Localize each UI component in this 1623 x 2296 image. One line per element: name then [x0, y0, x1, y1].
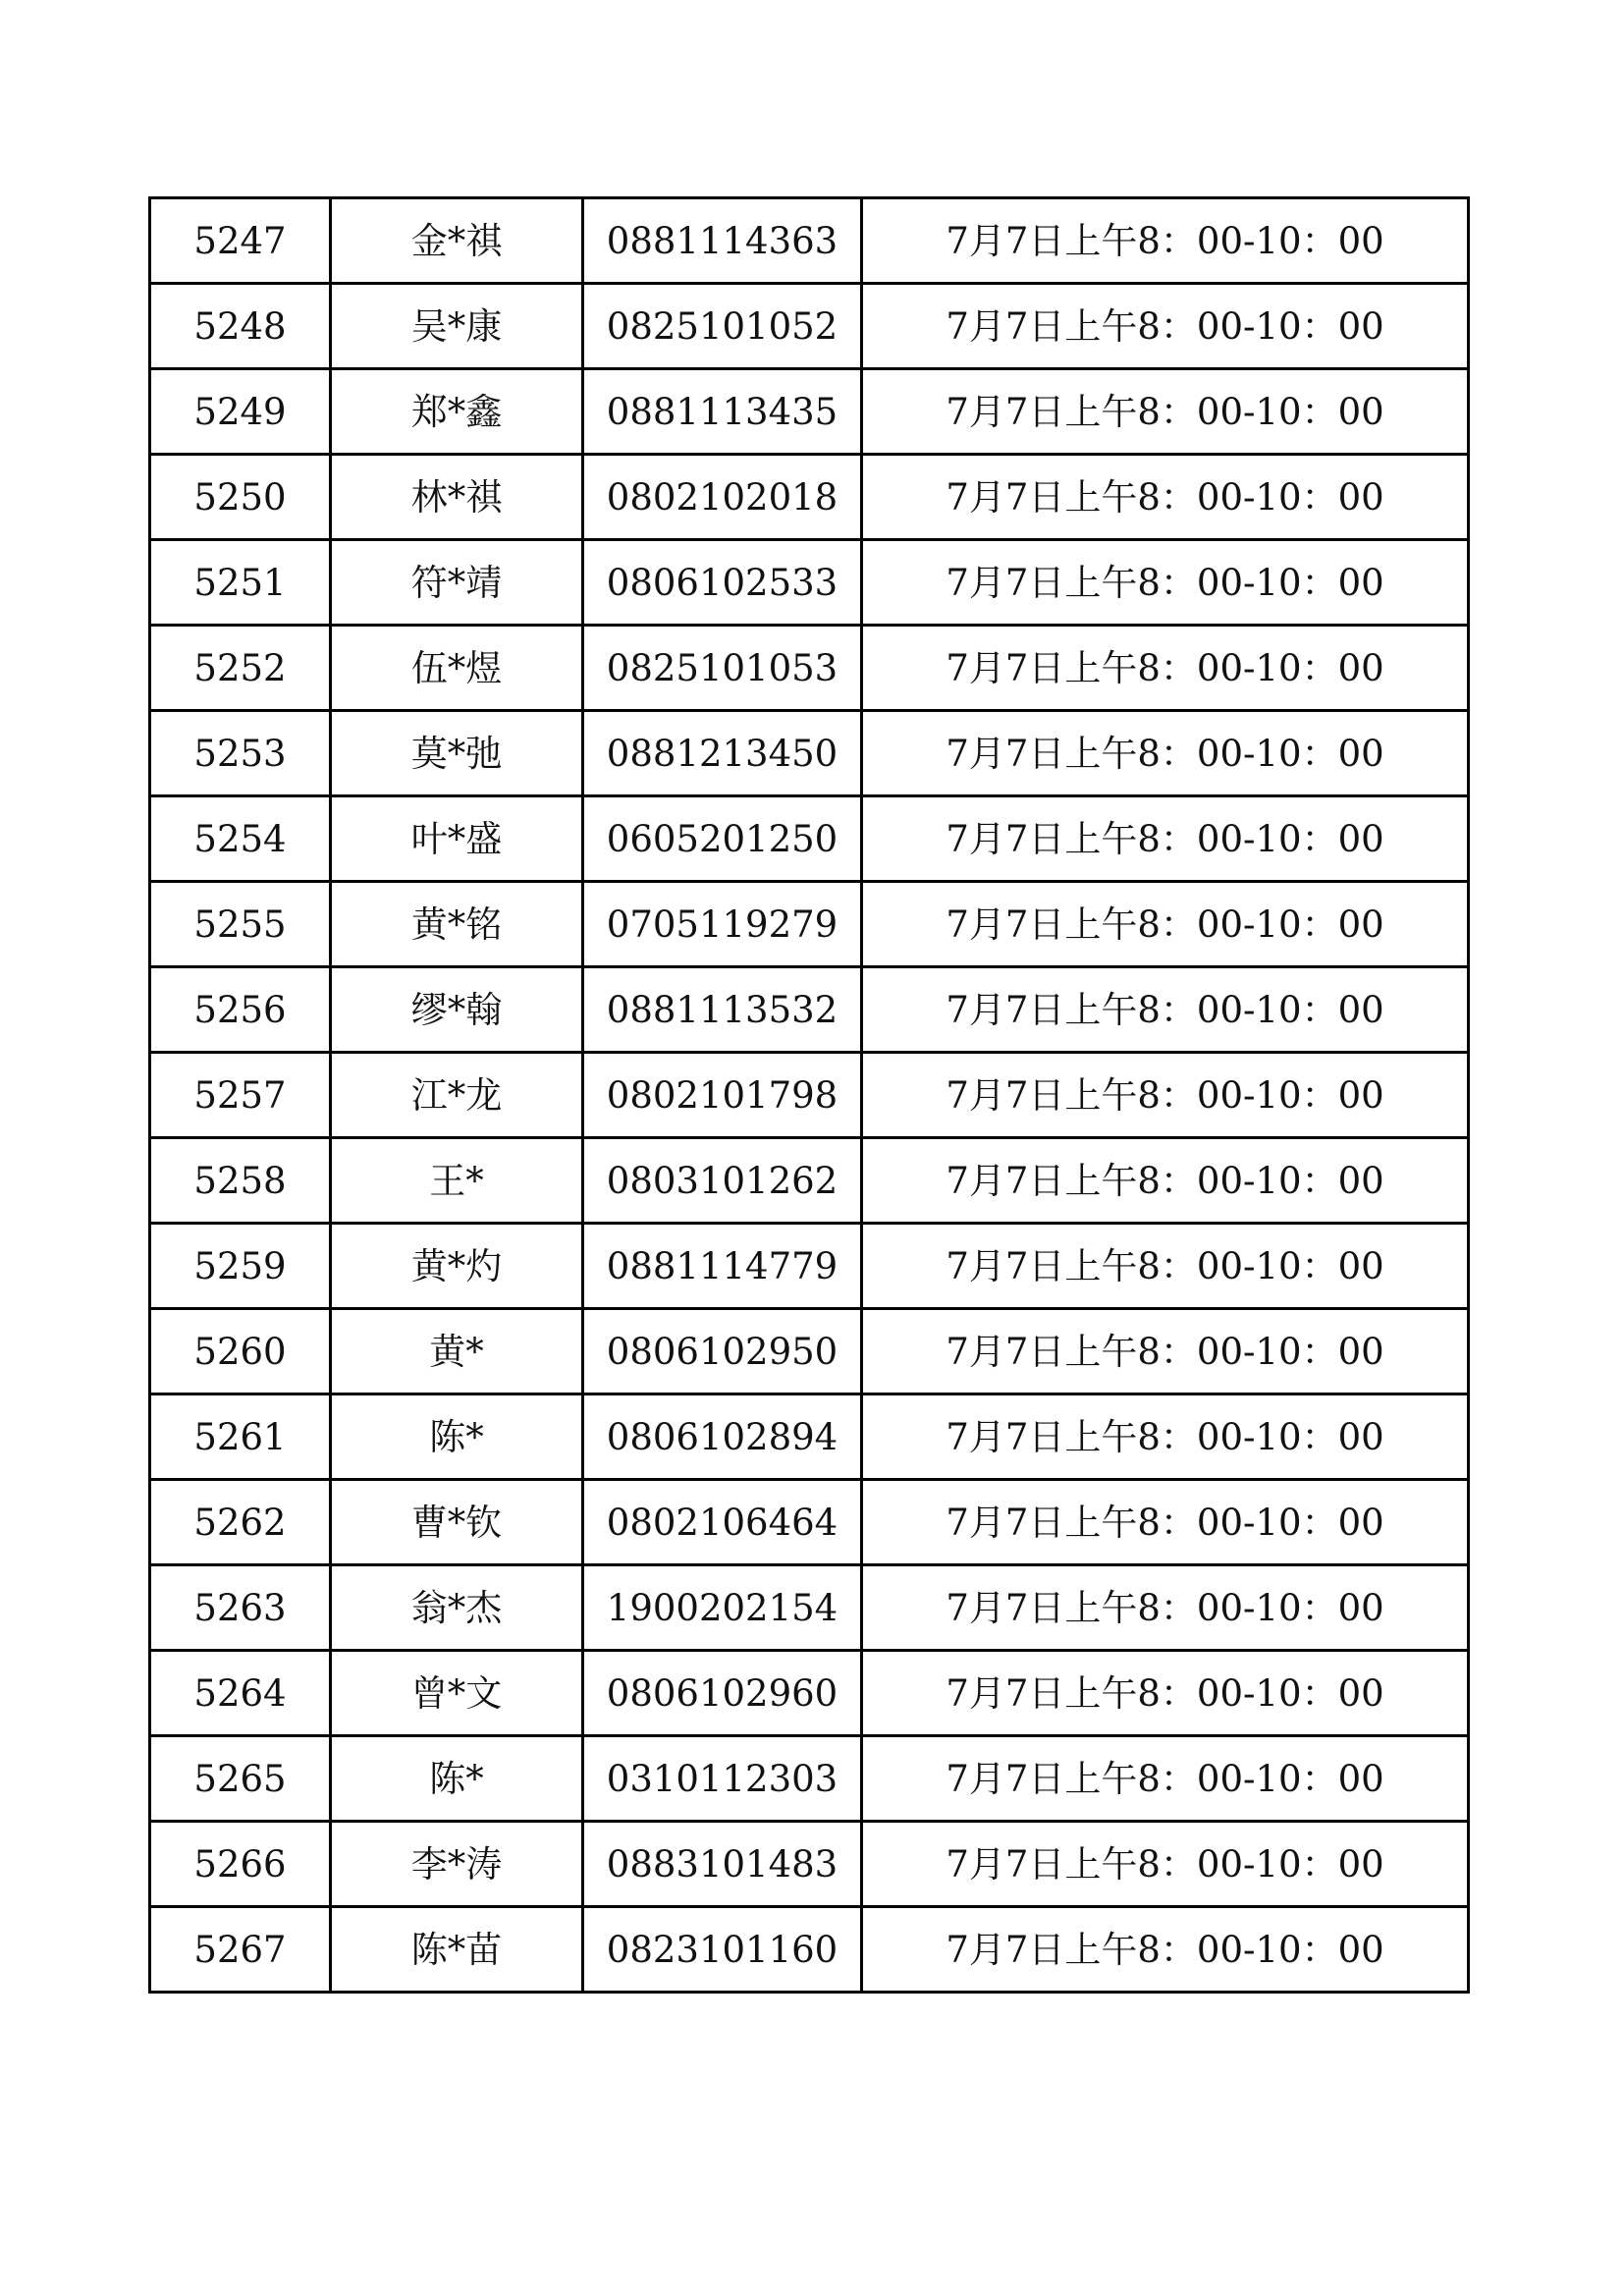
table-row — [150, 711, 1469, 796]
name-cell: 黄*灼 — [331, 1224, 583, 1309]
name-cell: 莫*弛 — [331, 711, 583, 796]
schedule-table — [148, 196, 1470, 1994]
table-row — [150, 198, 1469, 284]
name-cell: 王* — [331, 1138, 583, 1224]
table-row — [150, 369, 1469, 455]
time-slot-cell: 7月7日上午8：00-10：00 — [862, 284, 1469, 369]
name-cell: 曾*文 — [331, 1651, 583, 1736]
name-cell: 符*靖 — [331, 540, 583, 626]
row-number-cell: 5251 — [150, 540, 331, 626]
row-number-cell: 5250 — [150, 455, 331, 540]
row-number-cell: 5259 — [150, 1224, 331, 1309]
table-row — [150, 626, 1469, 711]
id-number-cell: 0806102894 — [583, 1394, 862, 1480]
row-number-cell: 5255 — [150, 882, 331, 967]
table-row — [150, 1309, 1469, 1394]
name-cell: 曹*钦 — [331, 1480, 583, 1565]
time-slot-cell: 7月7日上午8：00-10：00 — [862, 1736, 1469, 1822]
time-slot-cell: 7月7日上午8：00-10：00 — [862, 1138, 1469, 1224]
time-slot-cell: 7月7日上午8：00-10：00 — [862, 626, 1469, 711]
id-number-cell: 0883101483 — [583, 1822, 862, 1907]
row-number-cell: 5264 — [150, 1651, 331, 1736]
time-slot-cell: 7月7日上午8：00-10：00 — [862, 1480, 1469, 1565]
name-cell: 黄*铭 — [331, 882, 583, 967]
id-number-cell: 0881213450 — [583, 711, 862, 796]
row-number-cell: 5254 — [150, 796, 331, 882]
table-row — [150, 1224, 1469, 1309]
table-row — [150, 540, 1469, 626]
row-number-cell: 5266 — [150, 1822, 331, 1907]
table-row — [150, 882, 1469, 967]
table-row — [150, 967, 1469, 1053]
name-cell: 黄* — [331, 1309, 583, 1394]
id-number-cell: 0310112303 — [583, 1736, 862, 1822]
id-number-cell: 0881114779 — [583, 1224, 862, 1309]
id-number-cell: 0881114363 — [583, 198, 862, 284]
table-row — [150, 1907, 1469, 1993]
time-slot-cell: 7月7日上午8：00-10：00 — [862, 1565, 1469, 1651]
row-number-cell: 5252 — [150, 626, 331, 711]
row-number-cell: 5258 — [150, 1138, 331, 1224]
row-number-cell: 5256 — [150, 967, 331, 1053]
id-number-cell: 0825101052 — [583, 284, 862, 369]
row-number-cell: 5249 — [150, 369, 331, 455]
time-slot-cell: 7月7日上午8：00-10：00 — [862, 455, 1469, 540]
id-number-cell: 0802102018 — [583, 455, 862, 540]
name-cell: 吴*康 — [331, 284, 583, 369]
schedule-table-body — [150, 198, 1469, 1993]
table-row — [150, 1053, 1469, 1138]
id-number-cell: 0825101053 — [583, 626, 862, 711]
name-cell: 伍*煜 — [331, 626, 583, 711]
row-number-cell: 5248 — [150, 284, 331, 369]
table-row — [150, 1736, 1469, 1822]
table-row — [150, 1565, 1469, 1651]
row-number-cell: 5267 — [150, 1907, 331, 1993]
name-cell: 陈* — [331, 1394, 583, 1480]
name-cell: 翁*杰 — [331, 1565, 583, 1651]
time-slot-cell: 7月7日上午8：00-10：00 — [862, 711, 1469, 796]
id-number-cell: 0802101798 — [583, 1053, 862, 1138]
time-slot-cell: 7月7日上午8：00-10：00 — [862, 1822, 1469, 1907]
name-cell: 李*涛 — [331, 1822, 583, 1907]
id-number-cell: 0881113532 — [583, 967, 862, 1053]
table-row — [150, 455, 1469, 540]
table-row — [150, 284, 1469, 369]
id-number-cell: 0823101160 — [583, 1907, 862, 1993]
name-cell: 金*祺 — [331, 198, 583, 284]
table-row — [150, 1822, 1469, 1907]
name-cell: 陈*苗 — [331, 1907, 583, 1993]
time-slot-cell: 7月7日上午8：00-10：00 — [862, 1053, 1469, 1138]
time-slot-cell: 7月7日上午8：00-10：00 — [862, 1309, 1469, 1394]
time-slot-cell: 7月7日上午8：00-10：00 — [862, 369, 1469, 455]
time-slot-cell: 7月7日上午8：00-10：00 — [862, 1907, 1469, 1993]
id-number-cell: 0803101262 — [583, 1138, 862, 1224]
id-number-cell: 0806102533 — [583, 540, 862, 626]
table-row — [150, 1480, 1469, 1565]
row-number-cell: 5253 — [150, 711, 331, 796]
row-number-cell: 5261 — [150, 1394, 331, 1480]
time-slot-cell: 7月7日上午8：00-10：00 — [862, 540, 1469, 626]
table-row — [150, 1138, 1469, 1224]
id-number-cell: 0806102950 — [583, 1309, 862, 1394]
name-cell: 缪*翰 — [331, 967, 583, 1053]
row-number-cell: 5262 — [150, 1480, 331, 1565]
row-number-cell: 5260 — [150, 1309, 331, 1394]
id-number-cell: 1900202154 — [583, 1565, 862, 1651]
id-number-cell: 0806102960 — [583, 1651, 862, 1736]
time-slot-cell: 7月7日上午8：00-10：00 — [862, 967, 1469, 1053]
name-cell: 江*龙 — [331, 1053, 583, 1138]
time-slot-cell: 7月7日上午8：00-10：00 — [862, 198, 1469, 284]
name-cell: 林*祺 — [331, 455, 583, 540]
time-slot-cell: 7月7日上午8：00-10：00 — [862, 1651, 1469, 1736]
row-number-cell: 5265 — [150, 1736, 331, 1822]
id-number-cell: 0605201250 — [583, 796, 862, 882]
row-number-cell: 5257 — [150, 1053, 331, 1138]
name-cell: 郑*鑫 — [331, 369, 583, 455]
table-row — [150, 1394, 1469, 1480]
name-cell: 陈* — [331, 1736, 583, 1822]
time-slot-cell: 7月7日上午8：00-10：00 — [862, 1224, 1469, 1309]
row-number-cell: 5247 — [150, 198, 331, 284]
table-row — [150, 1651, 1469, 1736]
id-number-cell: 0881113435 — [583, 369, 862, 455]
time-slot-cell: 7月7日上午8：00-10：00 — [862, 882, 1469, 967]
id-number-cell: 0705119279 — [583, 882, 862, 967]
row-number-cell: 5263 — [150, 1565, 331, 1651]
name-cell: 叶*盛 — [331, 796, 583, 882]
id-number-cell: 0802106464 — [583, 1480, 862, 1565]
table-row — [150, 796, 1469, 882]
time-slot-cell: 7月7日上午8：00-10：00 — [862, 1394, 1469, 1480]
time-slot-cell: 7月7日上午8：00-10：00 — [862, 796, 1469, 882]
